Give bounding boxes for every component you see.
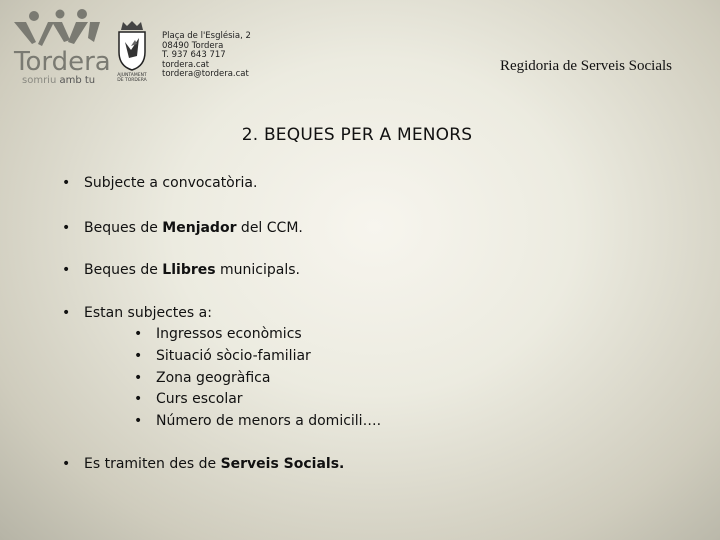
tordera-logo-mark	[12, 8, 112, 74]
bullet-text-post: municipals.	[215, 262, 300, 278]
sub-bullet-text: Número de menors a domicili….	[156, 413, 382, 429]
page-title: 2. BEQUES PER A MENORS	[241, 125, 473, 145]
shield-caption-1: AJUNTAMENT	[117, 73, 147, 78]
logo-tagline	[22, 76, 95, 86]
sub-bullet-item	[134, 370, 271, 386]
bullet-item-5	[62, 456, 345, 472]
address-line-2: 08490 Tordera	[162, 40, 224, 51]
bullet-icon: •	[62, 262, 71, 278]
sub-bullet-icon: •	[134, 391, 143, 407]
sub-bullet-text: Curs escolar	[156, 391, 243, 407]
bullet-text-bold: Serveis Socials.	[220, 456, 345, 472]
bullet-text-bold: Menjador	[162, 220, 237, 236]
sub-bullet-item	[134, 348, 311, 364]
shield-caption	[113, 73, 151, 83]
bullet-text-bold: Llibres	[162, 262, 216, 278]
sub-bullet-text: Situació sòcio-familiar	[156, 348, 311, 364]
address-line-4: tordera.cat	[162, 59, 210, 70]
bullet-item-1	[62, 175, 258, 191]
tordera-logo-word: Tordera	[14, 47, 111, 74]
bullet-text-pre: Beques de	[84, 220, 163, 236]
department-header: Regidoria de Serveis Socials	[499, 58, 672, 74]
address-line-3: T. 937 643 717	[162, 50, 226, 60]
shield-icon	[113, 20, 151, 72]
address-line-5: tordera@tordera.cat	[162, 69, 249, 79]
bullet-item-2	[62, 220, 303, 236]
sub-bullet-text: Ingressos econòmics	[156, 326, 302, 342]
bullet-text-pre: Beques de	[84, 262, 163, 278]
sub-bullet-text: Zona geogràfica	[156, 370, 271, 386]
sub-bullet-icon: •	[134, 370, 143, 386]
bullet-icon: •	[62, 305, 71, 321]
bullet-item-4	[62, 305, 212, 321]
sub-bullet-item	[134, 326, 302, 342]
bullet-item-3	[62, 262, 300, 278]
bullet-icon: •	[62, 456, 71, 472]
bullet-icon: •	[62, 175, 71, 191]
sub-bullet-item	[134, 413, 382, 429]
sub-bullet-item	[134, 391, 243, 407]
shield-caption-2: DE TORDERA	[117, 78, 147, 83]
coat-of-arms	[113, 20, 151, 83]
logo-tagline-a: somriu	[22, 75, 57, 86]
sub-bullet-icon: •	[134, 413, 143, 429]
bullet-text: Estan subjectes a:	[84, 305, 212, 321]
address-block	[162, 32, 251, 80]
bullet-text: Subjecte a convocatòria.	[84, 175, 258, 191]
logo-tagline-b: amb tu	[59, 75, 96, 86]
address-line-1: Plaça de l'Església, 2	[162, 31, 251, 41]
tordera-logo	[12, 8, 112, 84]
sub-bullet-icon: •	[134, 326, 143, 342]
bullet-text-pre: Es tramiten des de	[84, 456, 221, 472]
sub-bullet-icon: •	[134, 348, 143, 364]
bullet-text-post: del CCM.	[236, 220, 303, 236]
bullet-icon: •	[62, 220, 71, 236]
